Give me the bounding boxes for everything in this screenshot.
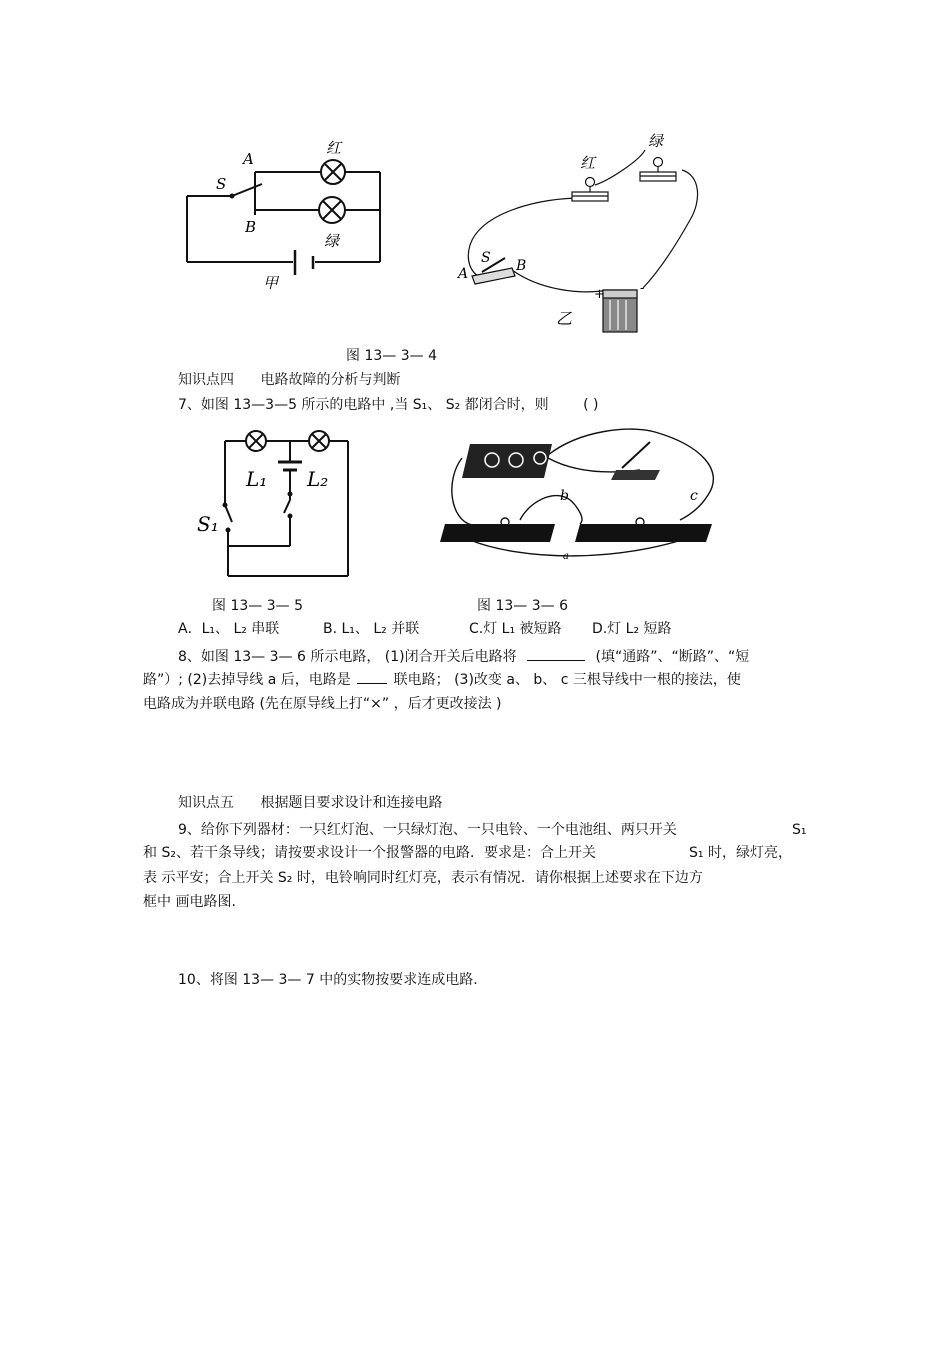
question-9-line-1b: S₁ bbox=[792, 822, 807, 838]
question-9-line-2b: S₁ 时，绿灯亮， bbox=[689, 845, 792, 861]
q8-text-2a: 路”）; (2)去掉导线 a 后，电路是 bbox=[143, 672, 351, 688]
label-jia: 甲 bbox=[263, 274, 279, 292]
label-S: S bbox=[216, 175, 227, 193]
section-5-heading bbox=[178, 793, 442, 813]
option-C: C.灯 L₁ 被短路 bbox=[469, 621, 562, 637]
label-red-2: 红 bbox=[580, 154, 596, 172]
label-green: 绿 bbox=[324, 232, 340, 250]
answer-blank-2[interactable] bbox=[357, 669, 387, 684]
section-topic: 电路故障的分析与判断 bbox=[260, 372, 401, 388]
answer-blank-1[interactable] bbox=[527, 646, 585, 661]
question-9-line-2a: 和 S₂、若干条导线；请按要求设计一个报警器的电路．要求是：合上开关 bbox=[143, 845, 596, 861]
label-B: B bbox=[245, 218, 257, 236]
q8-text-1b: (填“通路”、“断路”、“短 bbox=[595, 649, 750, 665]
figure-caption-13-3-4: 图 13— 3— 4 bbox=[346, 348, 437, 364]
question-8-line-2 bbox=[143, 669, 741, 690]
label-L1: L₁ bbox=[246, 467, 268, 491]
section-topic: 根据题目要求设计和连接电路 bbox=[260, 795, 443, 811]
label-red: 红 bbox=[326, 139, 342, 157]
q8-text-2b: 联电路； (3)改变 a、 b、 c 三根导线中一根的接法，使 bbox=[393, 672, 741, 688]
label-wire-a: a bbox=[563, 551, 569, 562]
q8-text-1a: 8、如图 13— 3— 6 所示电路， (1)闭合开关后电路将 bbox=[178, 649, 517, 665]
figure-caption-13-3-5: 图 13— 3— 5 bbox=[212, 598, 303, 614]
option-D: D.灯 L₂ 短路 bbox=[592, 621, 672, 637]
option-A: A．L₁、 L₂ 串联 bbox=[178, 621, 280, 637]
label-wire-b: b bbox=[560, 488, 569, 504]
question-10: 10、将图 13— 3— 7 中的实物按要求连成电路. bbox=[178, 972, 478, 988]
question-8-line-1 bbox=[178, 646, 749, 667]
question-8-line-3: 电路成为并联电路 (先在原导线上打“×” ，后才更改接法 ) bbox=[143, 696, 502, 712]
label-plus: + bbox=[594, 287, 605, 302]
answer-bracket: ( ) bbox=[583, 397, 599, 413]
label-A: A bbox=[243, 150, 254, 168]
question-9-line-4: 框中 画电路图. bbox=[143, 894, 236, 910]
label-S-2: S bbox=[481, 250, 491, 266]
label-green-2: 绿 bbox=[648, 132, 664, 150]
option-B: B. L₁、 L₂ 并联 bbox=[323, 621, 420, 637]
label-L2: L₂ bbox=[307, 467, 329, 491]
section-title: 知识点五 bbox=[178, 795, 234, 811]
label-S1: S₁ bbox=[197, 512, 219, 536]
label-minus: - bbox=[640, 281, 645, 296]
question-9-line-1a: 9、给你下列器材：一只红灯泡、一只绿灯泡、一只电铃、一个电池组、两只开关 bbox=[178, 822, 677, 838]
figure-caption-13-3-6: 图 13— 3— 6 bbox=[477, 598, 568, 614]
label-A-2: A bbox=[458, 266, 469, 282]
question-7-text: 7、如图 13—3—5 所示的电路中 ,当 S₁、 S₂ 都闭合时，则 bbox=[178, 397, 549, 413]
question-9-line-3: 表 示平安；合上开关 S₂ 时，电铃响同时红灯亮，表示有情况．请你根据上述要求在下边方 bbox=[143, 870, 703, 886]
label-wire-c: c bbox=[690, 488, 698, 504]
label-yi: 乙 bbox=[556, 309, 573, 328]
label-B-2: B bbox=[516, 258, 527, 274]
section-title: 知识点四 bbox=[178, 372, 234, 388]
